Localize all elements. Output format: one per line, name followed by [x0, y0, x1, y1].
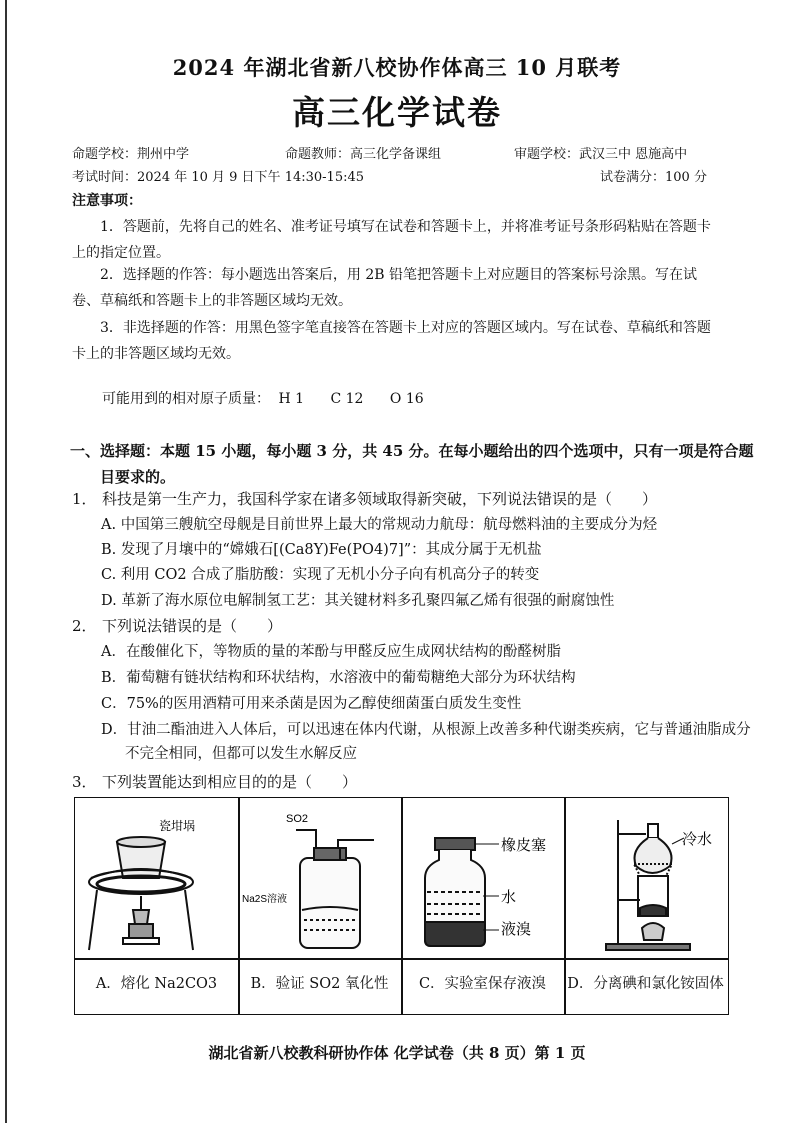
- option-a: A. 中国第三艘航空母舰是目前世界上最大的常规动力航母：航母燃料油的主要成分为烃: [101, 517, 658, 533]
- page-footer: 湖北省新八校教科研协作体 化学试卷（共 8 页）第 1 页: [208, 1044, 586, 1062]
- crucible-label: 瓷坩埚: [159, 819, 196, 833]
- water-label: 水: [501, 889, 517, 906]
- option-c: C. 利用 CO2 合成了脂肪酸：实现了无机小分子向有机高分子的转变: [101, 567, 540, 583]
- question-stem: 下列说法错误的是（ ）: [102, 617, 283, 635]
- notice-item: 1．答题前，先将自己的姓名、准考证号填写在试卷和答题卡上，并将准考证号条形码粘贴在答题卡上的指定位置。: [72, 219, 711, 261]
- exam-subtitle: 高三化学试卷: [292, 93, 502, 132]
- question-3: [72, 770, 357, 794]
- atomic-mass-h: H 1: [278, 391, 305, 407]
- notice-item: 3．非选择题的作答：用黑色签字笔直接答在答题卡上对应的答题区域内。写在试卷、草稿纸和答题卡上的非答题区域均无效。: [72, 320, 711, 362]
- option-d: D. 革新了海水原位电解制氢工艺：其关键材料多孔聚四氟乙烯有很强的耐腐蚀性: [101, 593, 615, 609]
- section-title: 一、选择题：本题 15 小题，每小题 3 分，共 45 分。在每小题给出的四个选项中，只有一项是符合题目要求的。: [70, 442, 754, 486]
- atomic-mass-label: 可能用到的相对原子质量：: [102, 391, 270, 407]
- school-info: 命题学校：荆州中学: [72, 147, 190, 162]
- bromine-label: 液溴: [501, 921, 532, 938]
- notice-title: 注意事项：: [72, 193, 142, 209]
- option-b: B．葡萄糖有链状结构和环状结构，水溶液中的葡萄糖绝大部分为环状结构: [101, 670, 576, 686]
- notice-item: 2．选择题的作答：每小题选出答案后，用 2B 铅笔把答题卡上对应题目的答案标号涂黑。写在试卷、草稿纸和答题卡上的非答题区域均无效。: [72, 267, 698, 309]
- caption-a: A．熔化 Na2CO3: [95, 976, 218, 992]
- time-info: 考试时间：2024 年 10 月 9 日下午 14:30-15:45: [72, 170, 365, 185]
- question-2: [72, 614, 282, 638]
- option-c: C．75%的医用酒精可用来杀菌是因为乙醇使细菌蛋白质发生变性: [101, 696, 522, 712]
- question-stem: 下列装置能达到相应目的的是（ ）: [102, 773, 358, 791]
- atomic-mass-c: C 12: [330, 391, 364, 407]
- na2s-label: Na2S溶液: [242, 894, 288, 905]
- teacher-info: 命题教师：高三化学备课组: [285, 147, 442, 162]
- question-1: [72, 487, 657, 511]
- option-a: A．在酸催化下，等物质的量的苯酚与甲醛反应生成网状结构的酚醛树脂: [101, 644, 561, 660]
- atomic-mass-o: O 16: [389, 391, 424, 407]
- option-d: D．甘油二酯油进入人体后，可以迅速在体内代谢，从根源上改善多种代谢类疾病，它与普通油脂成分不完全相同，但都可以发生水解反应: [101, 722, 751, 762]
- question-number: 3．: [72, 773, 97, 791]
- question-number: 2．: [72, 617, 97, 635]
- apparatus-table: [74, 797, 729, 1015]
- option-b: B. 发现了月壤中的“嫦娥石[(Ca8Y)Fe(PO4)7]”：其成分属于无机盐: [101, 542, 542, 558]
- caption-d: D．分离碘和氯化铵固体: [567, 976, 724, 992]
- caption-b: B．验证 SO2 氧化性: [250, 976, 389, 992]
- cold-water-label: 冷水: [682, 831, 713, 848]
- question-number: 1．: [72, 490, 97, 508]
- sublimation-apparatus-icon: [566, 800, 726, 956]
- atomic-mass-line: [102, 388, 446, 408]
- crucible-apparatus-icon: [77, 800, 237, 956]
- gas-bottle-apparatus-icon: [240, 800, 400, 956]
- caption-c: C．实验室保存液溴: [418, 976, 547, 992]
- review-info: 审题学校：武汉三中 恩施高中: [514, 147, 688, 162]
- question-stem: 科技是第一生产力，我国科学家在诸多领域取得新突破，下列说法错误的是（ ）: [102, 490, 658, 508]
- scan-edge-line: [5, 0, 7, 1123]
- stopper-label: 橡皮塞: [501, 837, 547, 854]
- so2-label: SO2: [286, 813, 309, 825]
- score-info: 试卷满分：100 分: [600, 170, 707, 185]
- reagent-bottle-icon: [403, 800, 563, 956]
- exam-title: 2024 年湖北省新八校协作体高三 10 月联考: [172, 55, 622, 80]
